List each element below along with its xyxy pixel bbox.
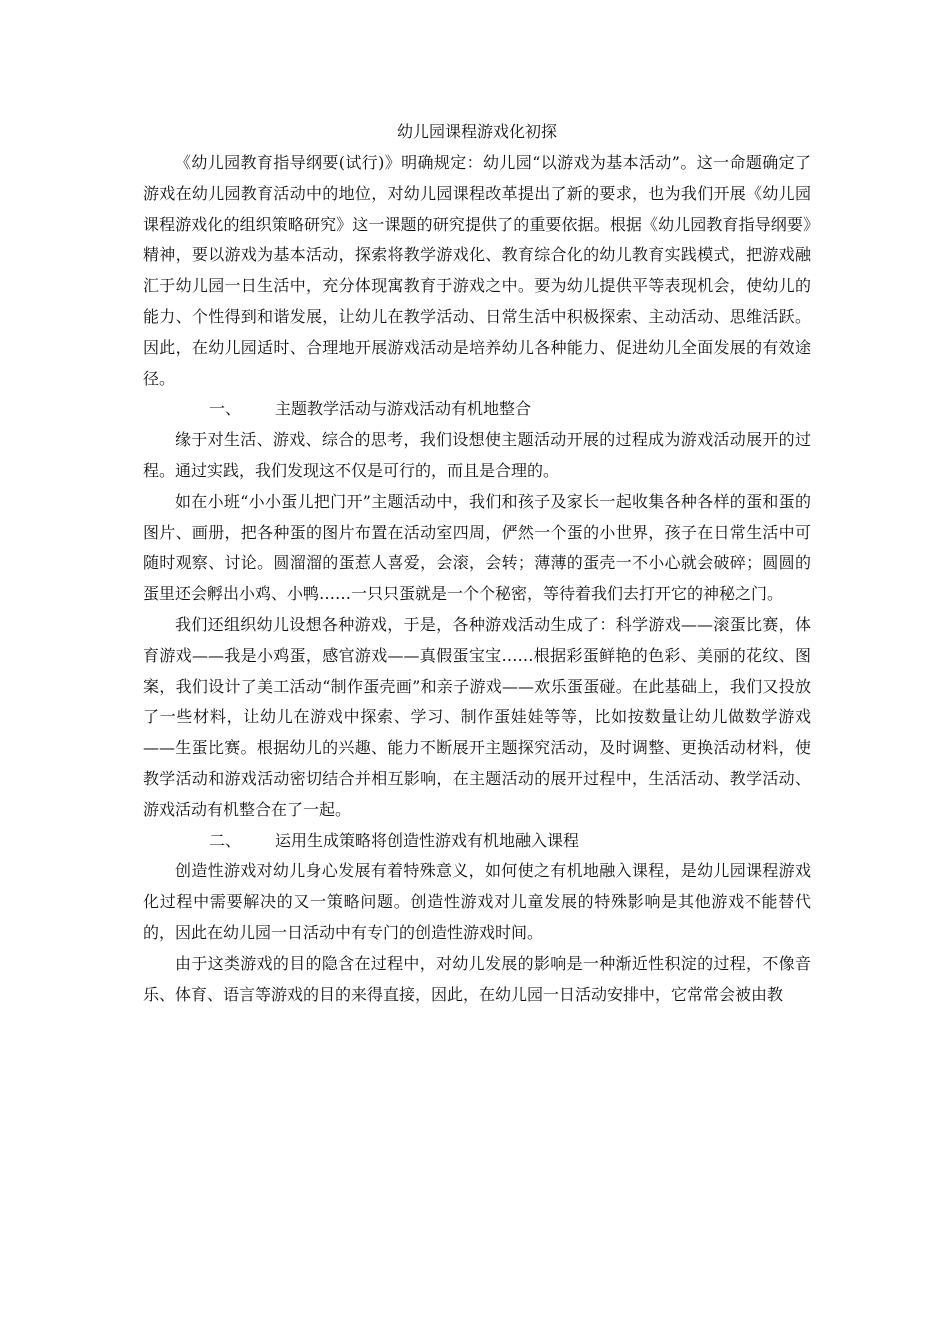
section-title-1: 主题教学活动与游戏活动有机地整合 <box>275 399 532 419</box>
section-title-2: 运用生成策略将创造性游戏有机地融入课程 <box>275 830 580 850</box>
document-body <box>143 122 811 1010</box>
section1-paragraph: 如在小班“小小蛋儿把门开”主题活动中，我们和孩子及家长一起收集各种各样的蛋和蛋的图片、画册，把各种蛋的图片布置在活动室四周，俨然一个蛋的小世界，孩子在日常生活中可随时观察、讨论。圆溜溜的蛋惹人喜爱，会滚，会转；薄薄的蛋壳一不小心就会破碎；圆圆的蛋里还会孵出小鸡、小鸭……一只只蛋就是一个个秘密，等待着我们去打开它的神秘之门。 <box>143 491 811 604</box>
section-number-1: 一、 <box>209 399 242 419</box>
section1-paragraph: 缘于对生活、游戏、综合的思考，我们设想使主题活动开展的过程成为游戏活动展开的过程。通过实践，我们发现这不仅是可行的，而且是合理的。 <box>143 430 811 480</box>
section-heading-2 <box>143 826 811 857</box>
section-number-2: 二、 <box>209 830 242 850</box>
section-heading-1 <box>143 394 811 425</box>
section1-paragraph: 我们还组织幼儿设想各种游戏，于是，各种游戏活动生成了：科学游戏——滚蛋比赛，体育游戏——我是小鸡蛋，感官游戏——真假蛋宝宝……根据彩蛋鲜艳的色彩、美丽的花纹、图案，我们设计了美工活动“制作蛋壳画”和亲子游戏——欢乐蛋蛋碰。在此基础上，我们又投放了一些材料，让幼儿在游戏中探索、学习、制作蛋娃娃等等，比如按数量让幼儿做数学游戏——生蛋比赛。根据幼儿的兴趣、能力不断展开主题探究活动，及时调整、更换活动材料，使教学活动和游戏活动密切结合并相互影响，在主题活动的展开过程中，生活活动、教学活动、游戏活动有机整合在了一起。 <box>143 614 811 819</box>
section2-paragraph: 由于这类游戏的目的隐含在过程中，对幼儿发展的影响是一种渐近性积淀的过程，不像音乐、体育、语言等游戏的目的来得直接，因此，在幼儿园一日活动安排中，它常常会被由教 <box>143 953 811 1004</box>
section2-paragraph: 创造性游戏对幼儿身心发展有着特殊意义，如何使之有机地融入课程，是幼儿园课程游戏化过程中需要解决的又一策略问题。创造性游戏对儿童发展的特殊影响是其他游戏不能替代的，因此在幼儿园一日活动中有专门的创造性游戏时间。 <box>143 861 811 942</box>
document-title: 幼儿园课程游戏化初探 <box>396 122 557 141</box>
intro-paragraph: 《幼儿园教育指导纲要(试行)》明确规定：幼儿园“以游戏为基本活动”。这一命题确定了游戏在幼儿园教育活动中的地位，对幼儿园课程改革提出了新的要求，也为我们开展《幼儿园课程游戏化的组织策略研究》这一课题的研究提供了的重要依据。根据《幼儿园教育指导纲要》精神，要以游戏为基本活动，探索将教学游戏化、教育综合化的幼儿教育实践模式，把游戏融汇于幼儿园一日生活中，充分体现寓教育于游戏之中。要为幼儿提供平等表现机会，使幼儿的能力、个性得到和谐发展，让幼儿在教学活动、日常生活中积极探索、主动活动、思维活跃。因此，在幼儿园适时、合理地开展游戏活动是培养幼儿各种能力、促进幼儿全面发展的有效途径。 <box>143 153 811 388</box>
